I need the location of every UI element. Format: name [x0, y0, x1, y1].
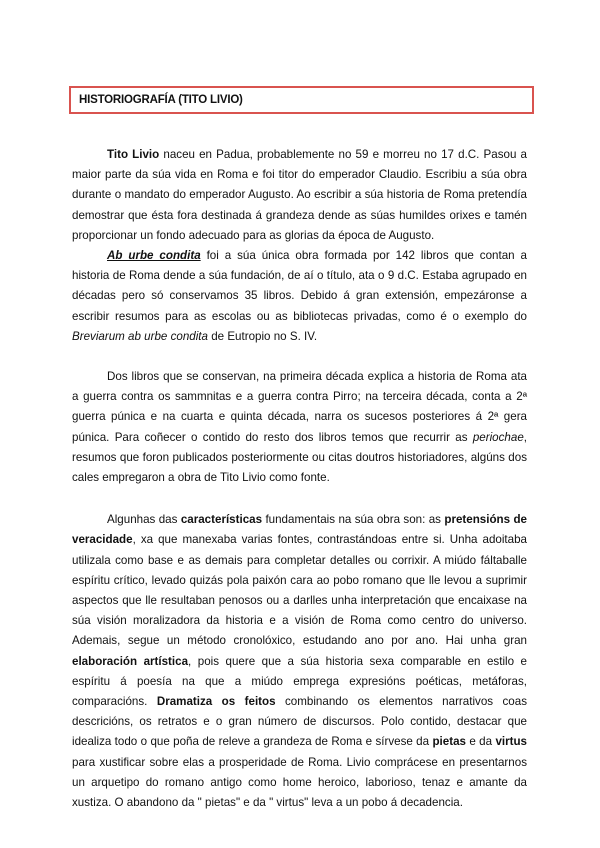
paragraph-work [72, 246, 527, 347]
char-text-4: , pois quere que a súa historia sexa comparable en estilo e espíritu á poesía na que a miúdo emprega expresións poéticas, metáforas, comparacións. [72, 654, 527, 709]
char-text-1: Algunhas das [107, 513, 181, 527]
breviarum-title: Breviarum ab urbe condita [72, 329, 208, 343]
work-text-1: foi a súa única obra formada por 142 libros que contan a historia de Roma dende a súa fundación, de aí o título, ata o 9 d.C. Estaba agrupado en décadas pero só conservamos 35 libros. Debido á gran extensión, empezáronse a escribir resumos para as escolas ou as bibliotecas privadas, como é o exemplo do [72, 249, 527, 323]
paragraph-books [72, 367, 527, 488]
paragraph-characteristics [72, 510, 527, 813]
title-box [69, 86, 534, 114]
paragraph-biography [72, 145, 527, 246]
term-elaboracion: elaboración artística [72, 654, 189, 668]
work-text-2: de Eutropio no S. IV. [207, 329, 318, 343]
char-text-3: , xa que manexaba varias fontes, contrastándoas entre si. Unha adoitaba utilizala como base e as demais para completar detalles ou corrixir. A miúdo fáltaballe espíritu crítico, levado quizás pola paixón cara ao pobo romano que lle levou a suprimir aspectos que lle resultaban penosos ou a darlles unha interpretación que encaixase na súa visión moralizadora da historia e a visión de Roma como centro do universo. Ademais, segue un método cronolóxico, estudando ano por ano. Hai unha gran [72, 533, 527, 648]
term-caracteristicas: características [180, 513, 263, 527]
char-text-5: combinando os elementos narrativos coas descricións, os retratos e o gran número de discursos. Polo contido, destacar que idealiza todo o que poña de releve a grandeza de Roma e sírvese da [72, 695, 527, 749]
char-text-2: fundamentais na súa obra son: as [262, 513, 445, 527]
char-text-6: e da [465, 735, 496, 749]
books-text-1: Dos libros que se conservan, na primeira década explica a historia de Roma ata a guerra contra os sammnitas e a guerra contra Pirro; na terceira década, conta a 2ª guerra púnica e na cuarta e quinta década, narra os sucesos posteriores á 2ª gera púnica. Para coñecer o contido do resto dos libros temos que recurrir as [72, 370, 527, 444]
term-dramatiza: Dramatiza os feitos [156, 695, 276, 709]
term-veracidade: pretensións de veracidade [72, 513, 527, 547]
char-text-7: para xustificar sobre elas a prosperidade de Roma. Livio comprácese en presentarnos un arquetipo do romano antigo como home heroico, laborioso, tenaz e amante da xustiza. O abandono da " pietas" e da " virtus" leva a un pobo á decadencia. [72, 755, 527, 810]
term-pietas: pietas [432, 735, 466, 749]
term-virtus: virtus [495, 735, 528, 749]
document-body [72, 145, 527, 813]
books-text-2: , resumos que foron publicados posteriormente ou citas doutros historiadores, algúns dos cales empregaron a obra de Tito Livio como fonte. [72, 430, 527, 485]
periochae-term: periochae [472, 430, 524, 444]
author-name: Tito Livio [107, 148, 160, 161]
page-title: HISTORIOGRAFÍA (TITO LIVIO) [79, 94, 243, 106]
biography-text: naceu en Padua, probablemente no 59 e morreu no 17 d.C. Pasou a maior parte da súa vida en Roma e foi titor do emperador Claudio. Escribiu a súa obra durante o mandato do emperador Augusto. Ao escribir a súa historia de Roma pretendía demostrar que ésta fora destinada á grandeza dende as súas humildes orixes e tamén proporcionar un fondo adecuado para as glorias da época de Augusto. [72, 148, 527, 242]
work-title: Ab urbe condita [107, 249, 201, 263]
